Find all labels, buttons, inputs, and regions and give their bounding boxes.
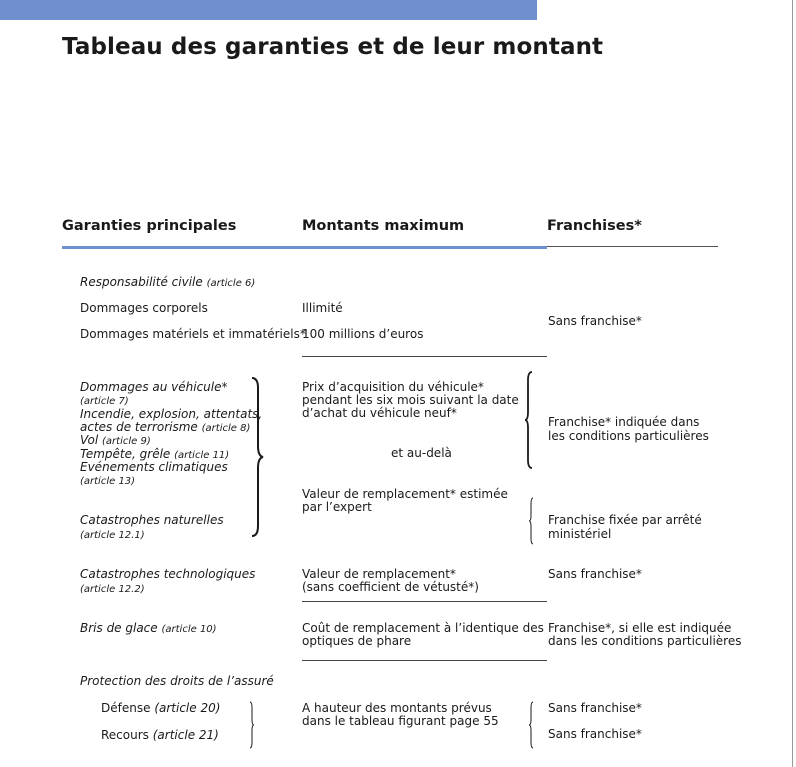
vehicle-incendie-label: Incendie, explosion, attentats, <box>80 407 263 421</box>
glass-label: Bris de glace (article 10) <box>80 621 217 635</box>
page-edge-line <box>792 0 793 767</box>
column-header-montants: Montants maximum <box>302 218 465 234</box>
column-header-garanties: Garanties principales <box>62 218 237 234</box>
glass-franchise-line1: Franchise*, si elle est indiquée <box>548 621 732 635</box>
rc-corporels-label: Dommages corporels <box>80 301 208 315</box>
header-color-bar <box>0 0 537 20</box>
tech-amount-line1: Valeur de remplacement* <box>302 567 456 581</box>
vehicle-actes-label: actes de terrorisme (article 8) <box>80 420 251 434</box>
tech-ref: (article 12.2) <box>80 584 145 595</box>
vehicle-amount-beyond: et au-delà <box>391 446 452 460</box>
glass-amount-line1: Coût de remplacement à l’identique des <box>302 621 544 635</box>
legal-franchise-brace-icon <box>527 700 535 750</box>
legal-defense-franchise: Sans franchise* <box>548 701 642 715</box>
catnat-franchise-line2: ministériel <box>548 527 612 541</box>
tech-amount-line2: (sans coefficient de vétusté*) <box>302 580 479 594</box>
legal-amount-line2: dans le tableau figurant page 55 <box>302 714 499 728</box>
vehicle-evenements-label: Evénements climatiques <box>80 460 228 474</box>
header-rule-right <box>547 246 718 247</box>
vehicle-amount-line1: Prix d’acquisition du véhicule* <box>302 380 484 394</box>
row-divider <box>302 356 547 357</box>
vehicle-dommages-label: Dommages au véhicule* <box>80 380 228 394</box>
vehicle-dommages-ref: (article 7) <box>80 396 129 407</box>
legal-recours-franchise: Sans franchise* <box>548 727 642 741</box>
rc-franchise: Sans franchise* <box>548 314 642 328</box>
vehicle-vol-label: Vol (article 9) <box>80 433 151 447</box>
vehicle-catnat-label: Catastrophes naturelles <box>80 513 224 527</box>
vehicle-franchise-line1: Franchise* indiquée dans <box>548 415 700 429</box>
column-header-franchises: Franchises* <box>547 218 642 234</box>
vehicle-amount-line3: d’achat du véhicule neuf* <box>302 406 457 420</box>
legal-recours-label: Recours (article 21) <box>101 728 219 742</box>
vehicle-left-brace-icon <box>250 376 266 538</box>
vehicle-amount-repl1: Valeur de remplacement* estimée <box>302 487 508 501</box>
header-rule <box>62 246 547 249</box>
glass-franchise-line2: dans les conditions particulières <box>548 634 742 648</box>
rc-corporels-amount: Illimité <box>302 301 343 315</box>
vehicle-amount-repl2: par l’expert <box>302 500 372 514</box>
tech-franchise: Sans franchise* <box>548 567 642 581</box>
catnat-franchise-line1: Franchise fixée par arrêté <box>548 513 702 527</box>
row-divider <box>302 601 547 602</box>
glass-amount-line2: optiques de phare <box>302 634 412 648</box>
page-title: Tableau des garanties et de leur montant <box>62 34 604 60</box>
vehicle-amount-line2: pendant les six mois suivant la date <box>302 393 519 407</box>
vehicle-evenements-ref: (article 13) <box>80 476 136 487</box>
catnat-franchise-brace-icon <box>527 496 535 546</box>
vehicle-tempete-label: Tempête, grêle (article 11) <box>80 447 230 461</box>
rc-materiels-amount: 100 millions d’euros <box>302 327 424 341</box>
row-divider <box>302 660 547 661</box>
legal-heading: Protection des droits de l’assuré <box>80 674 274 688</box>
rc-materiels-label: Dommages matériels et immatériels* <box>80 327 306 341</box>
legal-amount-line1: A hauteur des montants prévus <box>302 701 492 715</box>
legal-left-brace-icon <box>248 700 256 750</box>
vehicle-catnat-ref: (article 12.1) <box>80 530 145 541</box>
rc-heading: Responsabilité civile (article 6) <box>80 275 256 289</box>
legal-defense-label: Défense (article 20) <box>101 701 221 715</box>
vehicle-franchise-line2: les conditions particulières <box>548 429 709 443</box>
tech-label: Catastrophes technologiques <box>80 567 256 581</box>
vehicle-franchise-brace-icon <box>524 370 534 470</box>
